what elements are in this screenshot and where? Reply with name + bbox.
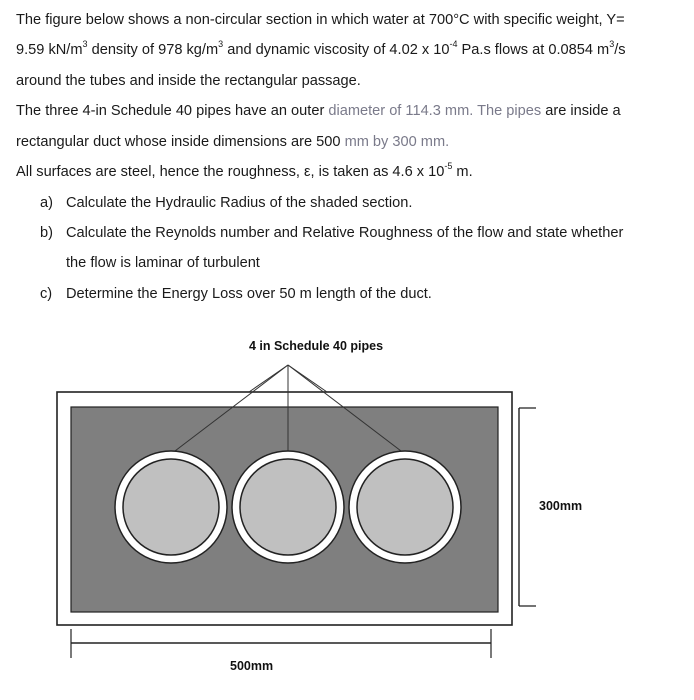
density-text: density of 978 kg/m xyxy=(87,42,219,58)
sup-3: 3 xyxy=(218,39,224,50)
the-text: The xyxy=(473,103,507,119)
apex-line-right xyxy=(288,365,327,392)
question-text-continued: the flow is laminar of turbulent xyxy=(66,255,260,271)
line1-text: The figure below shows a non-circular section in which water at 700°C with specific weight, Y= xyxy=(16,12,625,28)
question-marker: a) xyxy=(40,195,53,211)
outer-diameter-text: diameter of 114.3 mm. xyxy=(328,103,474,119)
pipes-label: 4 in Schedule 40 pipes xyxy=(248,339,384,353)
pipe-center xyxy=(232,451,344,563)
pipe-left xyxy=(115,451,227,563)
roughness-text: All surfaces are steel, hence the roughness, ε, is taken as 4.6 x 10 xyxy=(16,164,445,180)
width-dimension xyxy=(71,629,491,658)
question-text: Calculate the Hydraulic Radius of the shaded section. xyxy=(66,195,413,211)
sup-neg5: -5 xyxy=(444,161,453,172)
question-text: Calculate the Reynolds number and Relative Roughness of the flow and state whether xyxy=(66,225,624,241)
duct-dimensions-text: rectangular duct whose inside dimensions are 500 xyxy=(16,134,345,150)
pipe-right xyxy=(349,451,461,563)
pipes-intro-text: The three 4-in Schedule 40 pipes have an outer xyxy=(16,103,329,119)
question-text: Determine the Energy Loss over 50 m length of the duct. xyxy=(66,286,432,302)
problem-line-1 xyxy=(16,10,625,30)
inside-text: are inside a xyxy=(541,103,621,119)
per-second-text: /s xyxy=(614,42,626,58)
problem-line-5 xyxy=(16,132,449,152)
meter-text: m. xyxy=(452,164,473,180)
question-marker: c) xyxy=(40,286,53,302)
problem-line-2 xyxy=(16,40,626,60)
duct-dimensions-grey: mm by 300 mm. xyxy=(344,134,450,150)
flow-rate-text: Pa.s flows at 0.0854 m xyxy=(457,42,610,58)
problem-line-4 xyxy=(16,101,621,121)
sup-3: 3 xyxy=(609,39,615,50)
width-label: 500mm xyxy=(230,659,274,673)
viscosity-text: and dynamic viscosity of 4.02 x 10 xyxy=(223,42,450,58)
question-b xyxy=(0,223,694,273)
sup-3: 3 xyxy=(82,39,88,50)
problem-line-6 xyxy=(16,162,473,182)
question-a xyxy=(0,193,694,213)
question-c xyxy=(0,284,694,304)
height-dimension xyxy=(519,408,536,606)
height-label: 300mm xyxy=(539,499,583,513)
apex-line-left xyxy=(249,365,288,392)
specific-weight-text: 9.59 kN/m xyxy=(16,42,83,58)
question-marker: b) xyxy=(40,225,53,241)
problem-line-3 xyxy=(16,71,361,91)
sup-neg4: -4 xyxy=(449,39,458,50)
line3-text: around the tubes and inside the rectangular passage. xyxy=(16,73,361,89)
duct-figure xyxy=(0,330,694,700)
pipes-word: pipes xyxy=(506,103,542,119)
